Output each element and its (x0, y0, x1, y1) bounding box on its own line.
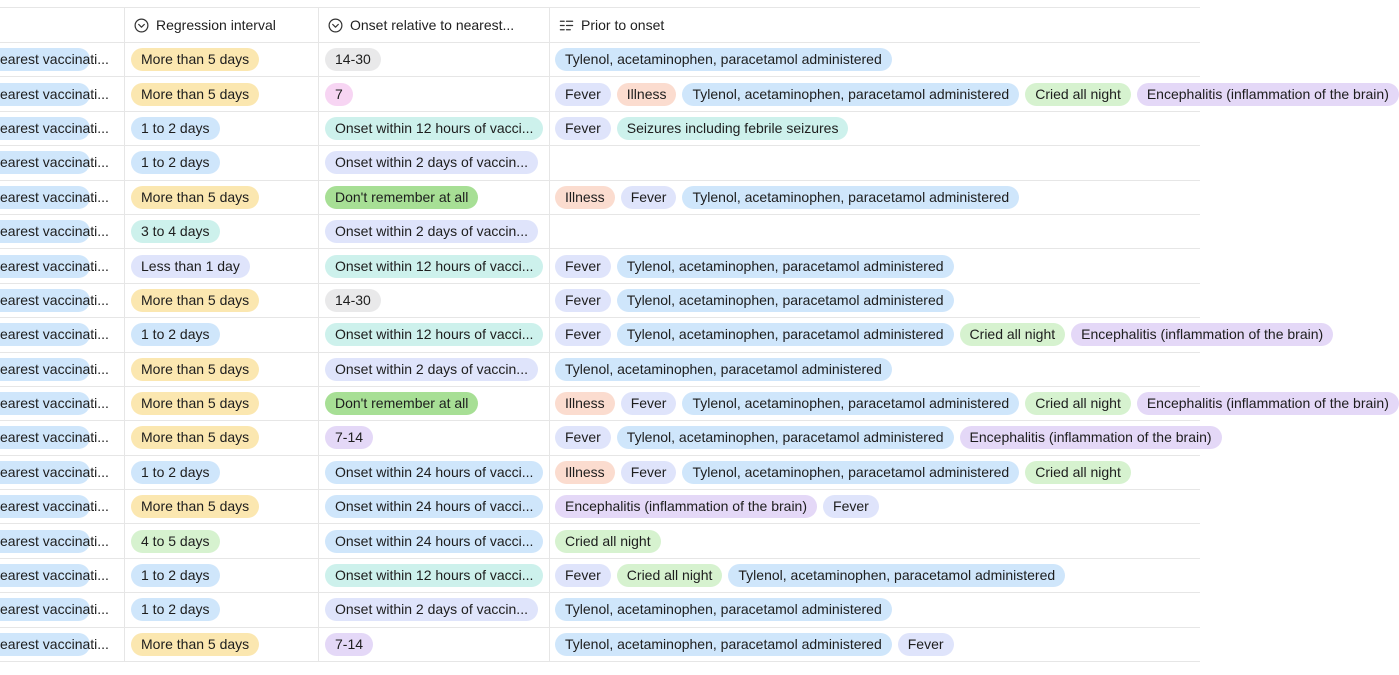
cell-onset-nearest-vaccination[interactable] (0, 593, 125, 626)
tag-pill: Cried all night (1025, 83, 1131, 106)
cell-prior-to-onset[interactable] (550, 43, 1200, 76)
tag-pill: Tylenol, acetaminophen, paracetamol administered (617, 426, 954, 449)
table-row[interactable] (0, 112, 1200, 146)
cell-onset-relative[interactable] (319, 593, 550, 626)
tag-pill: earest vaccinati... (0, 426, 90, 449)
tag-pill: Fever (555, 289, 611, 312)
cell-prior-to-onset[interactable] (550, 112, 1200, 145)
tag-pill: Cried all night (1025, 392, 1131, 415)
tag-pill: Tylenol, acetaminophen, paracetamol administered (617, 255, 954, 278)
cell-prior-to-onset[interactable] (550, 456, 1200, 489)
cell-onset-relative[interactable] (319, 215, 550, 248)
cell-onset-relative[interactable] (319, 456, 550, 489)
chevron-circle-icon (327, 17, 343, 33)
tag-pill: Tylenol, acetaminophen, paracetamol administered (682, 392, 1019, 415)
tag-pill: 7 (325, 83, 353, 106)
cell-regression-interval[interactable] (125, 559, 319, 592)
cell-regression-interval[interactable] (125, 593, 319, 626)
cell-onset-nearest-vaccination[interactable] (0, 421, 125, 454)
cell-onset-nearest-vaccination[interactable] (0, 559, 125, 592)
cell-regression-interval[interactable] (125, 318, 319, 351)
tag-pill: Cried all night (1025, 461, 1131, 484)
table-row[interactable] (0, 77, 1389, 111)
column-header-onset-nearest-vaccination[interactable] (0, 8, 125, 42)
table-row[interactable] (0, 421, 1212, 455)
tag-pill: Fever (555, 323, 611, 346)
cell-regression-interval[interactable] (125, 215, 319, 248)
cell-onset-nearest-vaccination[interactable] (0, 524, 125, 557)
tag-pill: Onset within 12 hours of vacci... (325, 564, 543, 587)
cell-onset-nearest-vaccination[interactable] (0, 112, 125, 145)
tag-pill: Encephalitis (inflammation of the brain) (1137, 392, 1399, 415)
tag-pill: More than 5 days (131, 495, 259, 518)
table-row[interactable] (0, 456, 1200, 490)
tag-pill: More than 5 days (131, 186, 259, 209)
cell-prior-to-onset[interactable] (550, 77, 1389, 110)
cell-regression-interval[interactable] (125, 249, 319, 282)
tag-pill: Tylenol, acetaminophen, paracetamol administered (555, 48, 892, 71)
cell-regression-interval[interactable] (125, 181, 319, 214)
tag-pill: Tylenol, acetaminophen, paracetamol administered (617, 289, 954, 312)
tag-pill: 14-30 (325, 289, 381, 312)
tag-pill: Illness (555, 461, 615, 484)
tag-pill: 7-14 (325, 426, 373, 449)
cell-onset-relative[interactable] (319, 249, 550, 282)
cell-onset-relative[interactable] (319, 112, 550, 145)
tag-pill: Cried all night (617, 564, 723, 587)
tag-pill: earest vaccinati... (0, 564, 90, 587)
table-row[interactable] (0, 181, 1200, 215)
tag-pill: Onset within 12 hours of vacci... (325, 117, 543, 140)
tag-pill: 1 to 2 days (131, 151, 220, 174)
tag-pill: earest vaccinati... (0, 323, 90, 346)
cell-onset-relative[interactable] (319, 146, 550, 179)
tag-pill: 1 to 2 days (131, 323, 220, 346)
cell-regression-interval[interactable] (125, 456, 319, 489)
tag-pill: 14-30 (325, 48, 381, 71)
tag-pill: Onset within 24 hours of vacci... (325, 530, 543, 553)
cell-onset-nearest-vaccination[interactable] (0, 284, 125, 317)
tag-pill: Onset within 2 days of vaccin... (325, 220, 538, 243)
tag-pill: Tylenol, acetaminophen, paracetamol administered (555, 598, 892, 621)
cell-regression-interval[interactable] (125, 146, 319, 179)
cell-onset-nearest-vaccination[interactable] (0, 181, 125, 214)
tag-pill: Tylenol, acetaminophen, paracetamol administered (555, 633, 892, 656)
tag-pill: Onset within 24 hours of vacci... (325, 495, 543, 518)
tag-pill: Seizures including febrile seizures (617, 117, 849, 140)
cell-onset-nearest-vaccination[interactable] (0, 146, 125, 179)
tag-pill: More than 5 days (131, 426, 259, 449)
tag-pill: Cried all night (555, 530, 661, 553)
tag-pill: Fever (621, 461, 677, 484)
cell-onset-relative[interactable] (319, 284, 550, 317)
table-row[interactable] (0, 628, 1200, 662)
tag-pill: Tylenol, acetaminophen, paracetamol administered (682, 461, 1019, 484)
cell-prior-to-onset[interactable] (550, 593, 1200, 626)
cell-regression-interval[interactable] (125, 490, 319, 523)
cell-prior-to-onset[interactable] (550, 524, 1200, 557)
cell-onset-relative[interactable] (319, 421, 550, 454)
table-row[interactable] (0, 559, 1200, 593)
cell-onset-nearest-vaccination[interactable] (0, 249, 125, 282)
cell-onset-nearest-vaccination[interactable] (0, 456, 125, 489)
tag-pill: Encephalitis (inflammation of the brain) (1137, 83, 1399, 106)
table-row[interactable] (0, 284, 1200, 318)
tag-pill: Onset within 12 hours of vacci... (325, 255, 543, 278)
table-row[interactable] (0, 146, 1200, 180)
tag-pill: Onset within 12 hours of vacci... (325, 323, 543, 346)
cell-onset-nearest-vaccination[interactable] (0, 490, 125, 523)
tag-pill: earest vaccinati... (0, 289, 90, 312)
cell-onset-relative[interactable] (319, 181, 550, 214)
tag-pill: 1 to 2 days (131, 564, 220, 587)
table-row[interactable] (0, 43, 1200, 77)
cell-prior-to-onset[interactable] (550, 490, 1200, 523)
cell-prior-to-onset[interactable] (550, 249, 1200, 282)
column-header-regression-interval[interactable] (125, 8, 319, 42)
cell-onset-nearest-vaccination[interactable] (0, 215, 125, 248)
tag-pill: Encephalitis (inflammation of the brain) (960, 426, 1222, 449)
tag-pill: 1 to 2 days (131, 461, 220, 484)
tag-pill: earest vaccinati... (0, 220, 90, 243)
tag-pill: More than 5 days (131, 48, 259, 71)
cell-regression-interval[interactable] (125, 628, 319, 661)
tag-pill: earest vaccinati... (0, 530, 90, 553)
tag-pill: Don't remember at all (325, 186, 478, 209)
tag-pill: More than 5 days (131, 358, 259, 381)
tag-pill: 3 to 4 days (131, 220, 220, 243)
tag-pill: Fever (555, 426, 611, 449)
tag-pill: Fever (898, 633, 954, 656)
tag-pill: Encephalitis (inflammation of the brain) (1071, 323, 1333, 346)
tag-pill: Fever (555, 83, 611, 106)
tag-pill: earest vaccinati... (0, 117, 90, 140)
cell-prior-to-onset[interactable] (550, 284, 1200, 317)
cell-onset-nearest-vaccination[interactable] (0, 387, 125, 420)
cell-onset-nearest-vaccination[interactable] (0, 353, 125, 386)
cell-regression-interval[interactable] (125, 284, 319, 317)
tag-pill: 1 to 2 days (131, 598, 220, 621)
cell-onset-nearest-vaccination[interactable] (0, 318, 125, 351)
cell-regression-interval[interactable] (125, 387, 319, 420)
cell-onset-nearest-vaccination[interactable] (0, 77, 125, 110)
tag-pill: Tylenol, acetaminophen, paracetamol administered (617, 323, 954, 346)
cell-onset-relative[interactable] (319, 77, 550, 110)
tag-pill: earest vaccinati... (0, 392, 90, 415)
tag-pill: Illness (617, 83, 677, 106)
data-table (0, 7, 1389, 662)
table-row[interactable] (0, 490, 1200, 524)
tag-pill: Fever (555, 564, 611, 587)
tag-pill: More than 5 days (131, 83, 259, 106)
tag-pill: earest vaccinati... (0, 461, 90, 484)
tag-pill: Fever (621, 186, 677, 209)
table-row[interactable] (0, 593, 1200, 627)
tag-pill: earest vaccinati... (0, 255, 90, 278)
tag-pill: Tylenol, acetaminophen, paracetamol administered (555, 358, 892, 381)
cell-prior-to-onset[interactable] (550, 146, 1200, 179)
tag-pill: earest vaccinati... (0, 186, 90, 209)
chevron-circle-icon (133, 17, 149, 33)
cell-onset-relative[interactable] (319, 490, 550, 523)
column-header-prior-to-onset[interactable] (550, 8, 1200, 42)
tag-pill: earest vaccinati... (0, 598, 90, 621)
tag-pill: 7-14 (325, 633, 373, 656)
tag-pill: earest vaccinati... (0, 358, 90, 381)
cell-onset-relative[interactable] (319, 524, 550, 557)
tag-pill: Illness (555, 392, 615, 415)
tag-pill: Onset within 2 days of vaccin... (325, 598, 538, 621)
cell-regression-interval[interactable] (125, 524, 319, 557)
cell-onset-nearest-vaccination[interactable] (0, 43, 125, 76)
tag-pill: Illness (555, 186, 615, 209)
tag-pill: earest vaccinati... (0, 151, 90, 174)
cell-prior-to-onset[interactable] (550, 353, 1200, 386)
tag-pill: earest vaccinati... (0, 495, 90, 518)
tag-pill: Fever (555, 117, 611, 140)
multi-select-list-icon (558, 17, 574, 33)
cell-onset-relative[interactable] (319, 353, 550, 386)
cell-onset-relative[interactable] (319, 387, 550, 420)
tag-pill: Onset within 24 hours of vacci... (325, 461, 543, 484)
tag-pill: More than 5 days (131, 633, 259, 656)
cell-regression-interval[interactable] (125, 421, 319, 454)
tag-pill: earest vaccinati... (0, 633, 90, 656)
tag-pill: Encephalitis (inflammation of the brain) (555, 495, 817, 518)
cell-onset-relative[interactable] (319, 318, 550, 351)
tag-pill: More than 5 days (131, 392, 259, 415)
tag-pill: Tylenol, acetaminophen, paracetamol administered (728, 564, 1065, 587)
tag-pill: Tylenol, acetaminophen, paracetamol administered (682, 186, 1019, 209)
table-header (0, 7, 1200, 43)
cell-prior-to-onset[interactable] (550, 318, 1324, 351)
tag-pill: More than 5 days (131, 289, 259, 312)
tag-pill: Fever (555, 255, 611, 278)
cell-regression-interval[interactable] (125, 77, 319, 110)
cell-onset-relative[interactable] (319, 628, 550, 661)
cell-prior-to-onset[interactable] (550, 387, 1389, 420)
table-row[interactable] (0, 249, 1200, 283)
cell-prior-to-onset[interactable] (550, 181, 1200, 214)
table-row[interactable] (0, 387, 1389, 421)
column-header-label: Onset relative to nearest... (350, 17, 515, 33)
tag-pill: Tylenol, acetaminophen, paracetamol administered (682, 83, 1019, 106)
table-row[interactable] (0, 353, 1200, 387)
table-row[interactable] (0, 524, 1200, 558)
tag-pill: 4 to 5 days (131, 530, 220, 553)
cell-prior-to-onset[interactable] (550, 628, 1200, 661)
table-row[interactable] (0, 215, 1200, 249)
column-header-label: Regression interval (156, 17, 276, 33)
tag-pill: Don't remember at all (325, 392, 478, 415)
tag-pill: earest vaccinati... (0, 83, 90, 106)
cell-prior-to-onset[interactable] (550, 559, 1200, 592)
tag-pill: Cried all night (960, 323, 1066, 346)
column-header-label: Prior to onset (581, 17, 665, 33)
tag-pill: 1 to 2 days (131, 117, 220, 140)
cell-onset-relative[interactable] (319, 559, 550, 592)
cell-regression-interval[interactable] (125, 43, 319, 76)
tag-pill: Less than 1 day (131, 255, 250, 278)
cell-onset-nearest-vaccination[interactable] (0, 628, 125, 661)
tag-pill: Onset within 2 days of vaccin... (325, 151, 538, 174)
cell-regression-interval[interactable] (125, 353, 319, 386)
tag-pill: Fever (823, 495, 879, 518)
table-body (0, 43, 1389, 662)
tag-pill: earest vaccinati... (0, 48, 90, 71)
tag-pill: Fever (621, 392, 677, 415)
column-header-onset-relative[interactable] (319, 8, 550, 42)
tag-pill: Onset within 2 days of vaccin... (325, 358, 538, 381)
cell-prior-to-onset[interactable] (550, 215, 1200, 248)
table-row[interactable] (0, 318, 1324, 352)
cell-prior-to-onset[interactable] (550, 421, 1212, 454)
cell-regression-interval[interactable] (125, 112, 319, 145)
cell-onset-relative[interactable] (319, 43, 550, 76)
